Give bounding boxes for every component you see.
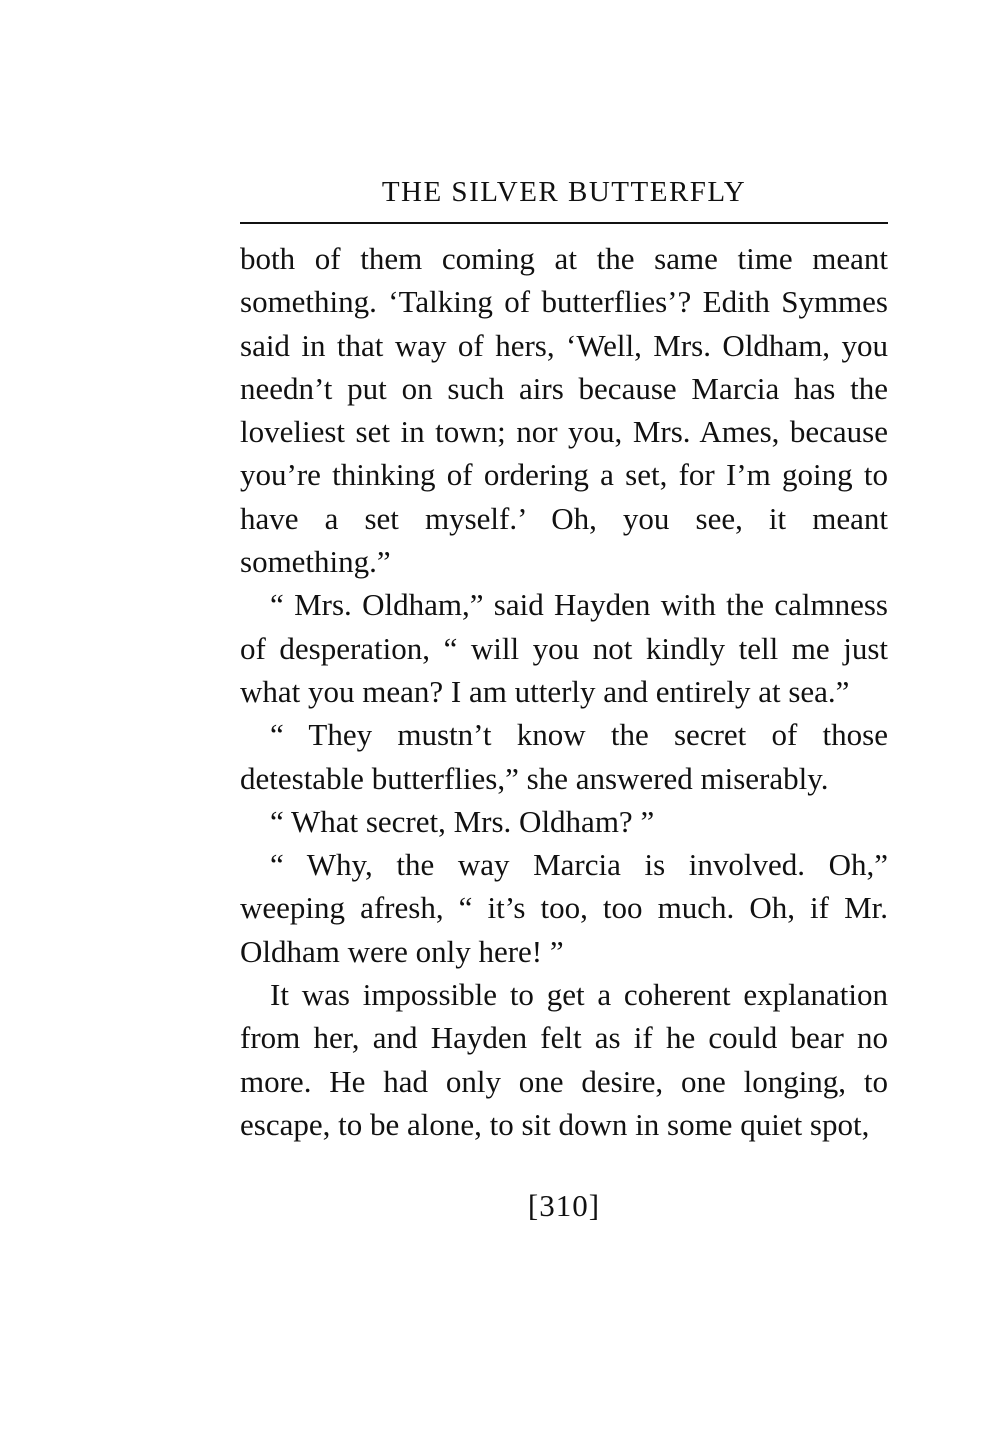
paragraph: both of them coming at the same time meant something. ‘Talking of butterflies’? Edith Symmes said in that way of hers, ‘Well, Mrs. Oldham, you needn’t put on such airs because Marcia has the loveliest set in town; nor you, Mrs. Ames, because you’re thinking of ordering a set, for I’m going to have a set myself.’ Oh, you see, it meant something.” [240,241,888,580]
running-head: THE SILVER BUTTERFLY [381,176,747,208]
header-rule [240,222,888,224]
paragraph: “ Mrs. Oldham,” said Hayden with the calmness of desperation, “ will you not kindly tell me just what you mean? I am utterly and entirely at sea.” [240,587,888,709]
paragraph: “ They mustn’t know the secret of those detestable butterflies,” she answered miserably. [240,717,888,796]
page-number: [310] [527,1188,601,1223]
body-text [240,237,888,1146]
paragraph: It was impossible to get a coherent explanation from her, and Hayden felt as if he could bear no more. He had only one desire, one longing, to escape, to be alone, to sit down in some quiet spot, [240,977,888,1142]
paragraph: “ What secret, Mrs. Oldham? ” [270,803,655,839]
paragraph: “ Why, the way Marcia is involved. Oh,” weeping afresh, “ it’s too, too much. Oh, if Mr. Oldham were only here! ” [240,847,888,969]
